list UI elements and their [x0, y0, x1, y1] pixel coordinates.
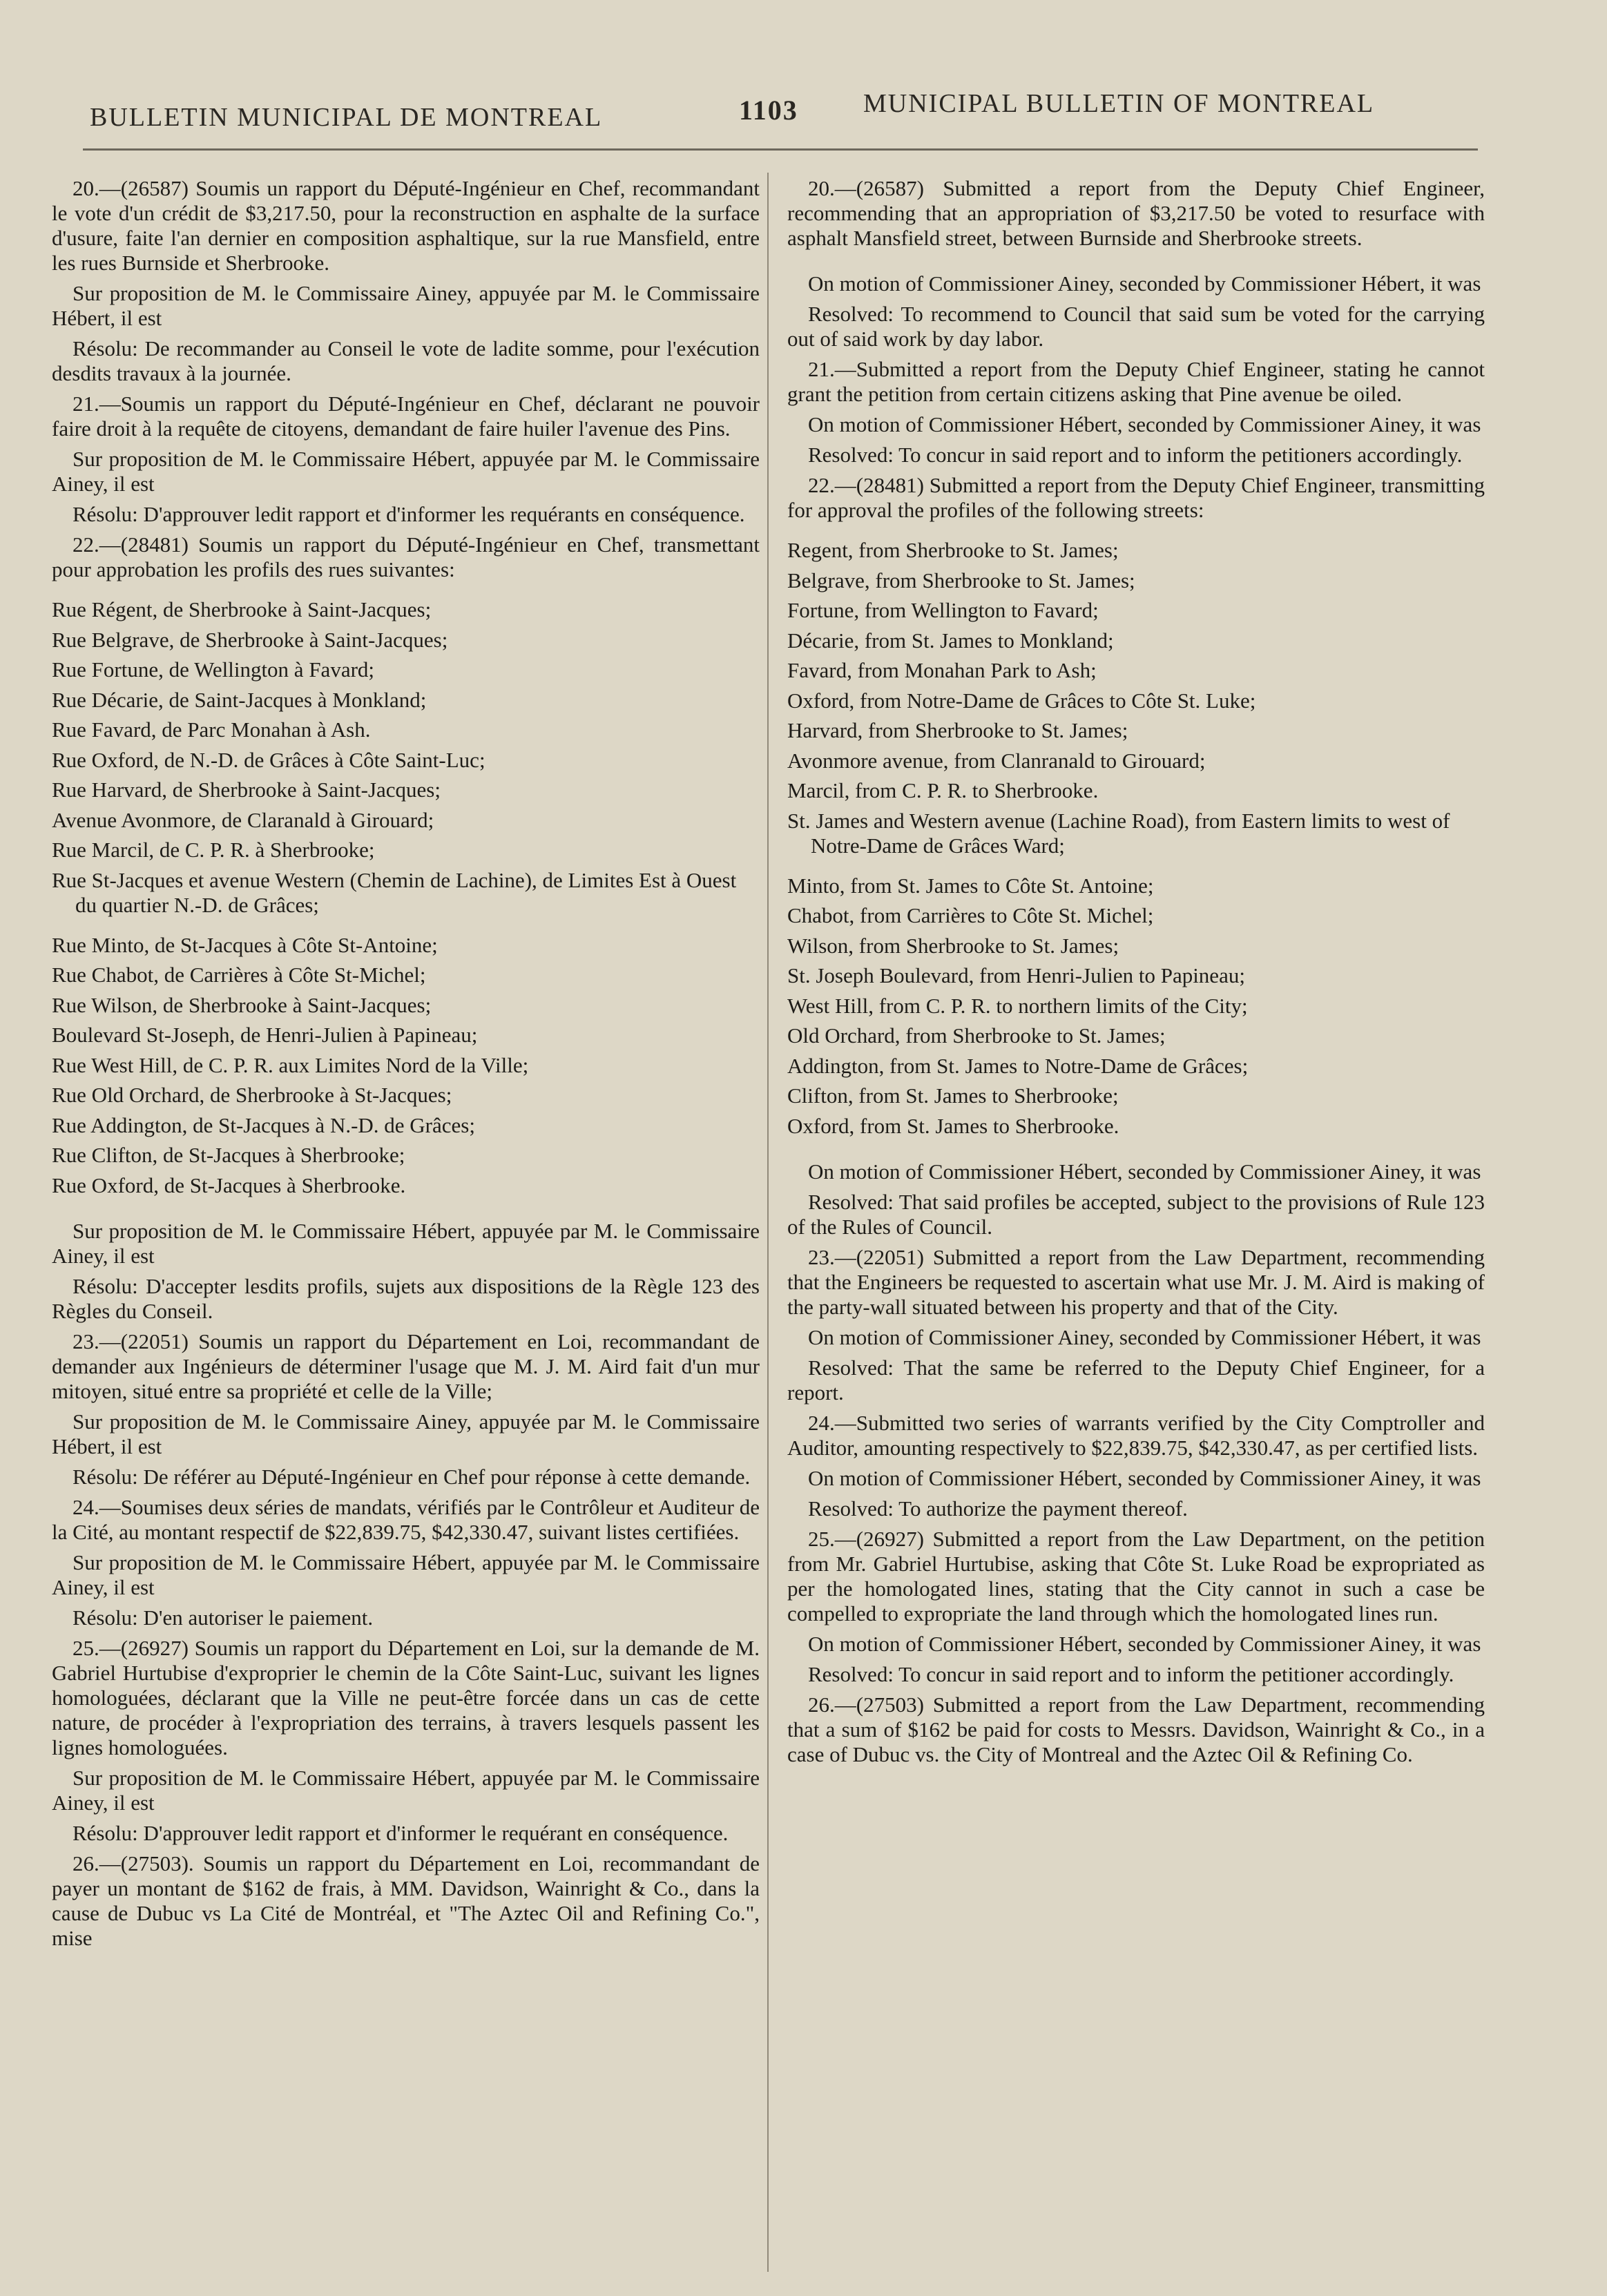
item-26-text: 26.—(27503). Soumis un rapport du Département en Loi, recommandant de payer un montant de $162 de frais, à MM. Davidson, Wainright & Co., dans la cause de Dubuc vs La Cité de Montréal, et "The Aztec Oil and Refining Co.", mise — [52, 1851, 760, 1950]
item-25-motion: On motion of Commissioner Hébert, seconded by Commissioner Ainey, it was — [808, 1631, 1481, 1656]
street-list-item: Rue Minto, de St-Jacques à Côte St-Antoine; — [52, 932, 438, 957]
item-24-resolution: Résolu: D'en autoriser le paiement. — [73, 1605, 374, 1630]
item-23-motion: Sur proposition de M. le Commissaire Ainey, appuyée par M. le Commissaire Hébert, il est — [52, 1409, 760, 1458]
street-list-item: Belgrave, from Sherbrooke to St. James; — [787, 568, 1135, 592]
column-divider — [767, 173, 769, 2272]
street-list-item: Marcil, from C. P. R. to Sherbrooke. — [787, 778, 1099, 802]
street-list-item: St. Joseph Boulevard, from Henri-Julien to Papineau; — [787, 963, 1245, 987]
street-list-item: Rue Oxford, de N.-D. de Grâces à Côte Saint-Luc; — [52, 747, 485, 772]
street-list-item: Avonmore avenue, from Clanranald to Girouard; — [787, 748, 1206, 773]
street-list-item: St. James and Western avenue (Lachine Road), from Eastern limits to west of Notre-Dame de Grâces Ward; — [787, 808, 1450, 858]
item-20-resolution: Résolu: De recommander au Conseil le vote de ladite somme, pour l'exécution desdits travaux à la journée. — [52, 336, 760, 385]
item-25-text: 25.—(26927) Submitted a report from the Law Department, on the petition from Mr. Gabriel Hurtubise, asking that Côte St. Luke Road be expropriated as per the homologated lines, stating that the City cannot in such a case be compelled to expropriate the land through which the homologated lines run. — [787, 1526, 1485, 1625]
street-list-item: Avenue Avonmore, de Claranald à Girouard; — [52, 807, 434, 832]
item-21-resolution: Resolved: To concur in said report and to inform the petitioners accordingly. — [808, 443, 1463, 467]
item-22-motion: On motion of Commissioner Hébert, seconded by Commissioner Ainey, it was — [808, 1159, 1481, 1184]
street-list-first — [52, 597, 760, 918]
street-list-item: Rue West Hill, de C. P. R. aux Limites Nord de la Ville; — [52, 1052, 529, 1077]
item-24-text: 24.—Soumises deux séries de mandats, vérifiés par le Contrôleur et Auditeur de la Cité, au montant respectif de $22,839.75, $42,330.47, suivant listes certifiées. — [52, 1494, 760, 1544]
street-list-item: Décarie, from St. James to Monkland; — [787, 628, 1114, 653]
street-list-second — [52, 933, 760, 1198]
street-list-item: Rue Marcil, de C. P. R. à Sherbrooke; — [52, 838, 375, 862]
street-list-item: Rue Fortune, de Wellington à Favard; — [52, 657, 375, 682]
item-20-text: 20.—(26587) Submitted a report from the Deputy Chief Engineer, recommending that an appropriation of $3,217.50 be voted to resurface with asphalt Mansfield street, between Burnside and Sherbrooke streets. — [787, 176, 1485, 250]
item-22-motion: Sur proposition de M. le Commissaire Hébert, appuyée par M. le Commissaire Ainey, il est — [52, 1218, 760, 1268]
item-21-motion: Sur proposition de M. le Commissaire Hébert, appuyée par M. le Commissaire Ainey, il est — [52, 447, 760, 496]
item-24-text: 24.—Submitted two series of warrants verified by the City Comptroller and Auditor, amounting respectively to $22,839.75, $42,330.47, as per certified lists. — [787, 1410, 1485, 1460]
item-23-text: 23.—(22051) Submitted a report from the Law Department, recommending that the Engineers be requested to ascertain what use Mr. J. M. Aird is making of the party-wall situated between his property and that of the City. — [787, 1244, 1485, 1319]
item-21-motion: On motion of Commissioner Hébert, seconded by Commissioner Ainey, it was — [808, 412, 1481, 436]
item-25-resolution: Résolu: D'approuver ledit rapport et d'informer le requérant en conséquence. — [73, 1820, 729, 1845]
street-list-item: Rue Harvard, de Sherbrooke à Saint-Jacques; — [52, 778, 441, 802]
item-20-resolution: Resolved: To recommend to Council that said sum be voted for the carrying out of said work by day labor. — [787, 302, 1485, 351]
item-26-text: 26.—(27503) Submitted a report from the Law Department, recommending that a sum of $162 be paid for costs to Messrs. Davidson, Wainright & Co., in a case of Dubuc vs. the City of Montreal and the Aztec Oil & Refining Co. — [787, 1692, 1485, 1766]
item-23-resolution: Resolved: That the same be referred to the Deputy Chief Engineer, for a report. — [787, 1355, 1485, 1405]
street-list-item: Addington, from St. James to Notre-Dame de Grâces; — [787, 1053, 1249, 1078]
item-22-resolution: Résolu: D'accepter lesdits profils, sujets aux dispositions de la Règle 123 des Règles du Conseil. — [52, 1273, 760, 1323]
item-21-text: 21.—Soumis un rapport du Député-Ingénieur en Chef, déclarant ne pouvoir faire droit à la requête de citoyens, demandant de faire huiler l'avenue des Pins. — [52, 392, 760, 441]
page-number: 1103 — [739, 95, 798, 126]
street-list-item: Rue Chabot, de Carrières à Côte St-Michel; — [52, 963, 426, 987]
item-23-text: 23.—(22051) Soumis un rapport du Département en Loi, recommandant de demander aux Ingénieurs de déterminer l'usage que M. J. M. Aird fait d'un mur mitoyen, situé entre sa propriété et celle de la Ville; — [52, 1329, 760, 1403]
street-list-item: Boulevard St-Joseph, de Henri-Julien à Papineau; — [52, 1023, 478, 1047]
street-list-item: Rue Wilson, de Sherbrooke à Saint-Jacques; — [52, 992, 432, 1017]
street-list-item: Favard, from Monahan Park to Ash; — [787, 658, 1097, 682]
street-list-item: Rue Belgrave, de Sherbrooke à Saint-Jacques; — [52, 627, 448, 652]
street-list-item: Fortune, from Wellington to Favard; — [787, 598, 1099, 622]
street-list-item: Rue Addington, de St-Jacques à N.-D. de Grâces; — [52, 1112, 475, 1137]
item-20-motion: Sur proposition de M. le Commissaire Ainey, appuyée par M. le Commissaire Hébert, il est — [52, 281, 760, 330]
item-24-motion: On motion of Commissioner Hébert, seconded by Commissioner Ainey, it was — [808, 1465, 1481, 1490]
street-list-item: Rue Old Orchard, de Sherbrooke à St-Jacques; — [52, 1083, 452, 1107]
street-list-item: Harvard, from Sherbrooke to St. James; — [787, 718, 1128, 742]
item-22-text: 22.—(28481) Soumis un rapport du Député-Ingénieur en Chef, transmettant pour approbation les profils des rues suivantes: — [52, 532, 760, 581]
street-list-item: Oxford, from Notre-Dame de Grâces to Côte St. Luke; — [787, 688, 1256, 713]
item-23-resolution: Résolu: De référer au Député-Ingénieur en Chef pour réponse à cette demande. — [73, 1464, 751, 1489]
street-list-item: Rue Oxford, de St-Jacques à Sherbrooke. — [52, 1173, 406, 1197]
item-20-text: 20.—(26587) Soumis un rapport du Député-Ingénieur en Chef, recommandant le vote d'un crédit de $3,217.50, pour la reconstruction en asphalte de la surface d'usure, faite l'an dernier en composition asphaltique, sur la rue Mansfield, entre les rues Burnside et Sherbrooke. — [52, 176, 760, 275]
street-list-item: Rue Favard, de Parc Monahan à Ash. — [52, 717, 371, 742]
street-list-item: Chabot, from Carrières to Côte St. Michel; — [787, 903, 1154, 927]
street-list-first — [787, 538, 1485, 858]
header-title-english: MUNICIPAL BULLETIN OF MONTREAL — [863, 89, 1375, 118]
street-list-item: Old Orchard, from Sherbrooke to St. James; — [787, 1023, 1166, 1048]
street-list-item: Clifton, from St. James to Sherbrooke; — [787, 1083, 1119, 1108]
item-22-resolution: Resolved: That said profiles be accepted, subject to the provisions of Rule 123 of the Rules of Council. — [787, 1189, 1485, 1239]
header-rule — [83, 148, 1478, 151]
item-21-text: 21.—Submitted a report from the Deputy Chief Engineer, stating he cannot grant the petition from certain citizens asking that Pine avenue be oiled. — [787, 357, 1485, 406]
item-25-text: 25.—(26927) Soumis un rapport du Département en Loi, sur la demande de M. Gabriel Hurtubise d'exproprier le chemin de la Côte Saint-Luc, suivant les lignes homologuées, déclarant que la Ville ne peut-être forcée dans un cas de cette nature, de procéder à l'expropriation des terrains, à travers lesquels passent les lignes homologuées. — [52, 1635, 760, 1759]
item-22-text: 22.—(28481) Submitted a report from the Deputy Chief Engineer, transmitting for approval the profiles of the following streets: — [787, 473, 1485, 522]
street-list-item: Oxford, from St. James to Sherbrooke. — [787, 1113, 1119, 1138]
street-list-item: Rue Régent, de Sherbrooke à Saint-Jacques; — [52, 597, 432, 621]
street-list-second — [787, 874, 1485, 1139]
english-column — [787, 176, 1485, 2268]
item-23-motion: On motion of Commissioner Ainey, seconded by Commissioner Hébert, it was — [808, 1324, 1481, 1349]
street-list-item: West Hill, from C. P. R. to northern limits of the City; — [787, 993, 1248, 1018]
page-header — [69, 81, 1450, 137]
item-21-resolution: Résolu: D'approuver ledit rapport et d'informer les requérants en conséquence. — [73, 502, 745, 526]
item-25-resolution: Resolved: To concur in said report and to inform the petitioner accordingly. — [808, 1661, 1454, 1686]
street-list-item: Rue Décarie, de Saint-Jacques à Monkland; — [52, 687, 427, 712]
item-24-resolution: Resolved: To authorize the payment thereof. — [808, 1496, 1188, 1521]
street-list-item: Wilson, from Sherbrooke to St. James; — [787, 933, 1119, 958]
street-list-item: Minto, from St. James to Côte St. Antoine; — [787, 873, 1154, 898]
street-list-item: Rue St-Jacques et avenue Western (Chemin de Lachine), de Limites Est à Ouest du quartier N.-D. de Grâces; — [52, 867, 737, 917]
item-24-motion: Sur proposition de M. le Commissaire Hébert, appuyée par M. le Commissaire Ainey, il est — [52, 1550, 760, 1599]
street-list-item: Regent, from Sherbrooke to St. James; — [787, 538, 1119, 562]
street-list-item: Rue Clifton, de St-Jacques à Sherbrooke; — [52, 1143, 405, 1167]
header-title-french: BULLETIN MUNICIPAL DE MONTREAL — [90, 103, 603, 132]
item-20-motion: On motion of Commissioner Ainey, seconded by Commissioner Hébert, it was — [808, 271, 1481, 296]
french-column — [52, 176, 760, 2268]
item-25-motion: Sur proposition de M. le Commissaire Hébert, appuyée par M. le Commissaire Ainey, il est — [52, 1765, 760, 1815]
